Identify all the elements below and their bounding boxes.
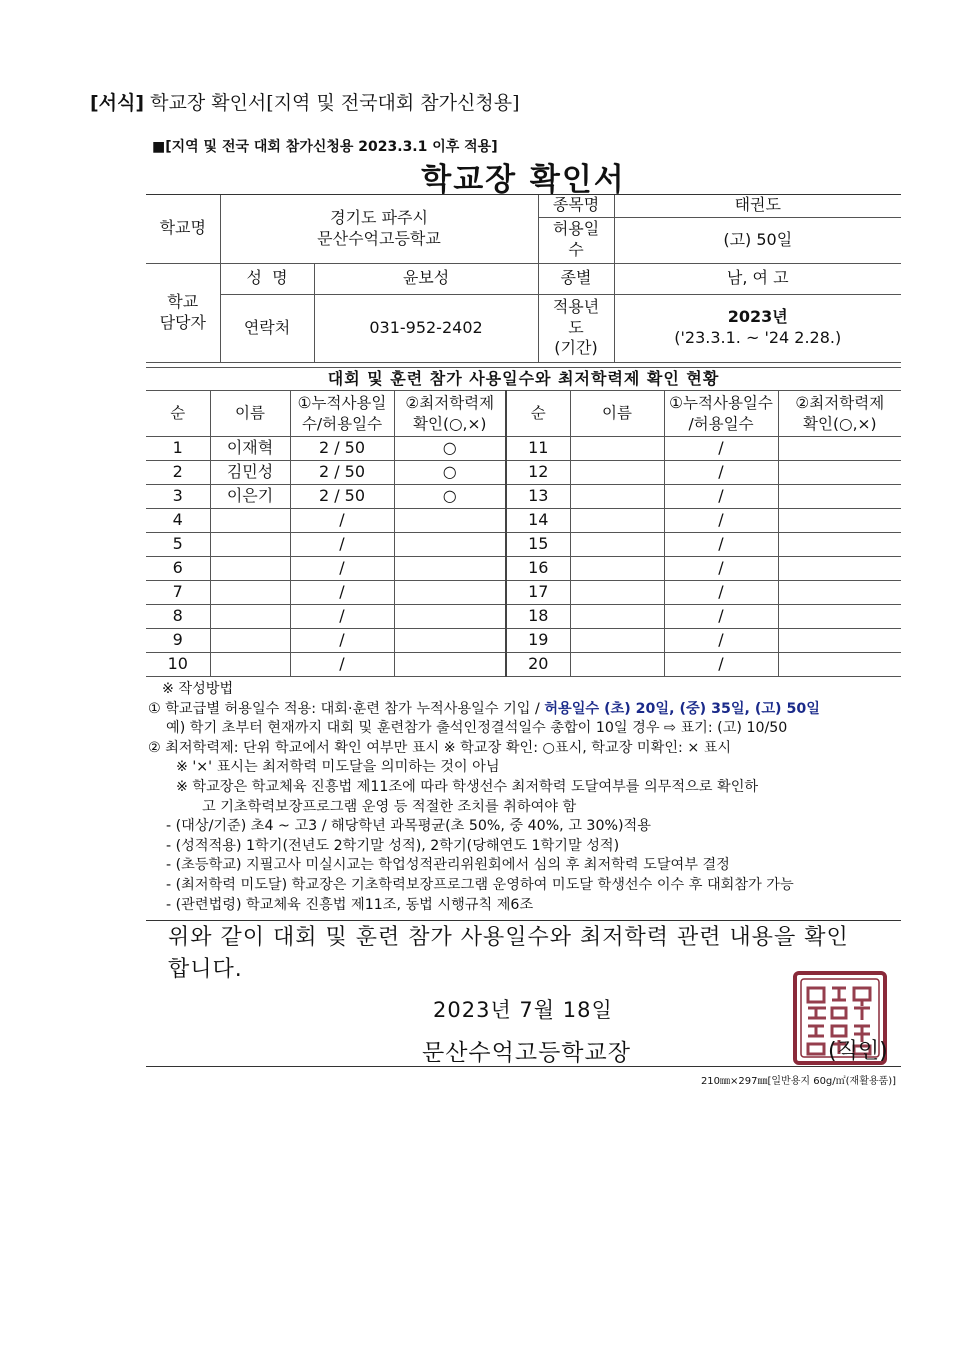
row-seq-right: 19 (506, 629, 570, 653)
info-table (146, 195, 901, 363)
note-2a: ※ '×' 표시는 최저학력 미도달을 의미하는 것이 아님 (176, 759, 500, 776)
row-name-right (570, 461, 664, 485)
row-min-academic-right (778, 485, 901, 509)
applied-year: 2023년 (727, 307, 788, 327)
table-row (146, 581, 901, 605)
allowed-days-value: (고) 50일 (614, 217, 901, 263)
sport-label: 종목명 (538, 195, 614, 217)
manager-label-1: 학교 (167, 291, 199, 311)
row-name (210, 533, 290, 557)
row-name-right (570, 437, 664, 461)
row-used-days: / (290, 629, 394, 653)
row-seq: 5 (146, 533, 210, 557)
row-seq: 6 (146, 557, 210, 581)
note-2b-line1: ※ 학교장은 학교체육 진흥법 제11조에 따라 학생선수 최저학력 도달여부를 의무적으로 확인하 (176, 778, 759, 795)
table-row (146, 533, 901, 557)
row-min-academic (394, 509, 506, 533)
allowed-days-highlight: 허용일수 (초) 20일, (중) 35일, (고) 50일 (544, 700, 820, 717)
form-label (90, 88, 519, 115)
confirmation-line1: 위와 같이 대회 및 훈련 참가 사용일수와 최저학력 관련 내용을 확인 (168, 925, 849, 950)
row-seq: 9 (146, 629, 210, 653)
note-1-example: 예) 학기 초부터 현재까지 대회 및 훈련참가 출석인정결석일수 총합이 10일 경우 ⇨ 표기: (고) 10/50 (166, 720, 788, 737)
row-name: 이은기 (210, 485, 290, 509)
row-used-days-right: / (664, 629, 778, 653)
form-label-bracket: [서식] (90, 92, 145, 114)
detail-1: - (대상/기준) 초4 ~ 고3 / 해당학년 과목평균(초 50%, 중 40%, 고 30%)적용 (166, 818, 651, 835)
issue-date: 2023년 7월 18일 (433, 998, 613, 1022)
row-name: 김민성 (210, 461, 290, 485)
row-seq-right: 17 (506, 581, 570, 605)
row-seq-right: 13 (506, 485, 570, 509)
row-used-days: / (290, 581, 394, 605)
school-label: 학교명 (146, 195, 220, 263)
table-row (146, 437, 901, 461)
row-name-right (570, 485, 664, 509)
row-seq-right: 18 (506, 605, 570, 629)
period-label (538, 294, 614, 362)
row-name-right (570, 533, 664, 557)
row-name (210, 605, 290, 629)
manager-label (146, 263, 220, 362)
table-row (146, 485, 901, 509)
row-min-academic (394, 653, 506, 677)
row-min-academic (394, 629, 506, 653)
row-min-academic-right (778, 461, 901, 485)
bottom-divider (146, 1066, 901, 1067)
row-name-right (570, 509, 664, 533)
col-min-academic-1: ②최저학력제 (405, 394, 495, 413)
form-label-text: 학교장 확인서[지역 및 전국대회 참가신청용] (150, 92, 520, 114)
col-min-academic-right (778, 391, 901, 437)
row-used-days-right: / (664, 653, 778, 677)
col-used-days-1: ①누적사용일 (297, 394, 387, 413)
row-name-right (570, 629, 664, 653)
row-name (210, 629, 290, 653)
manager-label-2: 담당자 (159, 312, 206, 332)
row-used-days-right: / (664, 557, 778, 581)
detail-4: - (최저학력 미도달) 학교장은 기초학력보장프로그램 운영하여 미도달 학생선수 이수 후 대회참가 가능 (166, 876, 794, 893)
allowed-days-label-2: 수 (568, 240, 584, 259)
row-min-academic-right (778, 653, 901, 677)
period-value (614, 294, 901, 362)
table-row (146, 629, 901, 653)
row-min-academic: ○ (394, 485, 506, 509)
row-name-right (570, 557, 664, 581)
row-name (210, 581, 290, 605)
row-min-academic-right (778, 605, 901, 629)
paper-spec: 210㎜×297㎜[일반용지 60g/㎡(재활용품)] (700, 1076, 896, 1087)
detail-3: - (초등학교) 지필고사 미실시교는 학업성적관리위원회에서 심의 후 최저학력 도달여부 결정 (166, 857, 730, 874)
seal-label: (직인) (828, 1039, 888, 1064)
note-2b-line2: 고 기초학력보장프로그램 운영 등 적절한 조치를 취하여야 함 (202, 798, 577, 815)
row-used-days-right: / (664, 437, 778, 461)
school-name (220, 195, 538, 263)
row-used-days-right: / (664, 485, 778, 509)
school-name-line2: 문산수억고등학교 (317, 228, 441, 248)
row-min-academic-right (778, 533, 901, 557)
row-seq-right: 15 (506, 533, 570, 557)
row-used-days: / (290, 605, 394, 629)
row-seq-right: 12 (506, 461, 570, 485)
applied-period: ('23.3.1. ~ '24 2.28.) (674, 328, 842, 347)
contact-value: 031-952-2402 (314, 294, 538, 362)
allowed-days-label (538, 217, 614, 263)
notes-divider (146, 920, 901, 921)
col-seq: 순 (146, 391, 210, 437)
row-used-days-right: / (664, 461, 778, 485)
row-seq: 1 (146, 437, 210, 461)
col-min-academic-right-1: ②최저학력제 (795, 394, 885, 413)
row-seq: 2 (146, 461, 210, 485)
confirmation-statement (168, 922, 888, 986)
note-2: ② 최저학력제: 단위 학교에서 확인 여부만 표시 ※ 학교장 확인: ○표시, 학교장 미확인: × 표시 (148, 739, 732, 756)
row-used-days-right: / (664, 533, 778, 557)
note-1-text: ① 학교급별 허용일수 적용: 대회·훈련 참가 누적사용일수 기입 / (148, 700, 545, 717)
row-name (210, 509, 290, 533)
period-label-2: 도 (568, 317, 584, 337)
table-caption: 대회 및 훈련 참가 사용일수와 최저학력제 확인 현황 (146, 368, 901, 391)
sport-value: 태권도 (614, 195, 901, 217)
row-name (210, 653, 290, 677)
row-seq-right: 11 (506, 437, 570, 461)
contact-label: 연락처 (220, 294, 314, 362)
period-label-1: 적용년 (552, 296, 600, 316)
period-label-3: (기간) (554, 338, 598, 358)
row-used-days: / (290, 557, 394, 581)
row-name (210, 557, 290, 581)
col-used-days-2: 수/허용일수 (301, 414, 383, 433)
principal-name: 문산수억고등학교장 (422, 1040, 631, 1066)
table-row (146, 461, 901, 485)
row-used-days: / (290, 533, 394, 557)
row-min-academic-right (778, 629, 901, 653)
table-row (146, 509, 901, 533)
row-min-academic: ○ (394, 461, 506, 485)
detail-5: - (관련법령) 학교체육 진흥법 제11조, 동법 시행규칙 제6조 (166, 896, 534, 913)
detail-2: - (성적적용) 1학기(전년도 2학기말 성적), 2학기(당해연도 1학기말 성적) (166, 837, 620, 854)
row-seq: 4 (146, 509, 210, 533)
row-used-days-right: / (664, 509, 778, 533)
row-used-days: 2 / 50 (290, 485, 394, 509)
row-used-days-right: / (664, 605, 778, 629)
col-seq-right: 순 (506, 391, 570, 437)
gender-label: 종별 (538, 263, 614, 294)
row-min-academic-right (778, 581, 901, 605)
row-min-academic (394, 557, 506, 581)
row-seq-right: 20 (506, 653, 570, 677)
row-used-days: / (290, 509, 394, 533)
school-name-line1: 경기도 파주시 (330, 207, 428, 227)
row-min-academic: ○ (394, 437, 506, 461)
row-min-academic (394, 533, 506, 557)
row-used-days: 2 / 50 (290, 437, 394, 461)
participation-table (146, 367, 901, 677)
row-seq: 10 (146, 653, 210, 677)
row-min-academic-right (778, 557, 901, 581)
confirmation-line2: 합니다. (168, 957, 243, 982)
row-used-days: 2 / 50 (290, 461, 394, 485)
allowed-days-label-1: 허용일 (552, 219, 600, 239)
row-used-days-right: / (664, 581, 778, 605)
row-seq-right: 14 (506, 509, 570, 533)
col-used-days-right-2: /허용일수 (688, 414, 754, 433)
col-used-days (290, 391, 394, 437)
row-seq-right: 16 (506, 557, 570, 581)
col-name: 이름 (210, 391, 290, 437)
col-name-right: 이름 (570, 391, 664, 437)
row-seq: 3 (146, 485, 210, 509)
col-min-academic-right-2: 확인(○,×) (803, 414, 877, 433)
note-1 (148, 700, 908, 720)
gender-value: 남, 여 고 (614, 263, 901, 294)
col-used-days-right-1: ①누적사용일수 (669, 394, 773, 413)
col-used-days-right (664, 391, 778, 437)
name-label: 성 명 (220, 263, 314, 294)
row-used-days: / (290, 653, 394, 677)
row-min-academic-right (778, 509, 901, 533)
table-row (146, 653, 901, 677)
row-min-academic (394, 605, 506, 629)
apply-note: ■[지역 및 전국 대회 참가신청용 2023.3.1 이후 적용] (152, 139, 498, 155)
row-name-right (570, 581, 664, 605)
notes-heading: ※ 작성방법 (162, 681, 234, 697)
row-min-academic-right (778, 437, 901, 461)
page-title: 학교장 확인서 (421, 162, 626, 198)
table-row (146, 605, 901, 629)
row-min-academic (394, 581, 506, 605)
table-row (146, 557, 901, 581)
col-min-academic-2: 확인(○,×) (413, 414, 487, 433)
row-name: 이재혁 (210, 437, 290, 461)
row-name-right (570, 605, 664, 629)
manager-name: 윤보성 (314, 263, 538, 294)
row-seq: 8 (146, 605, 210, 629)
row-seq: 7 (146, 581, 210, 605)
col-min-academic (394, 391, 506, 437)
row-name-right (570, 653, 664, 677)
writing-instructions (148, 680, 908, 915)
